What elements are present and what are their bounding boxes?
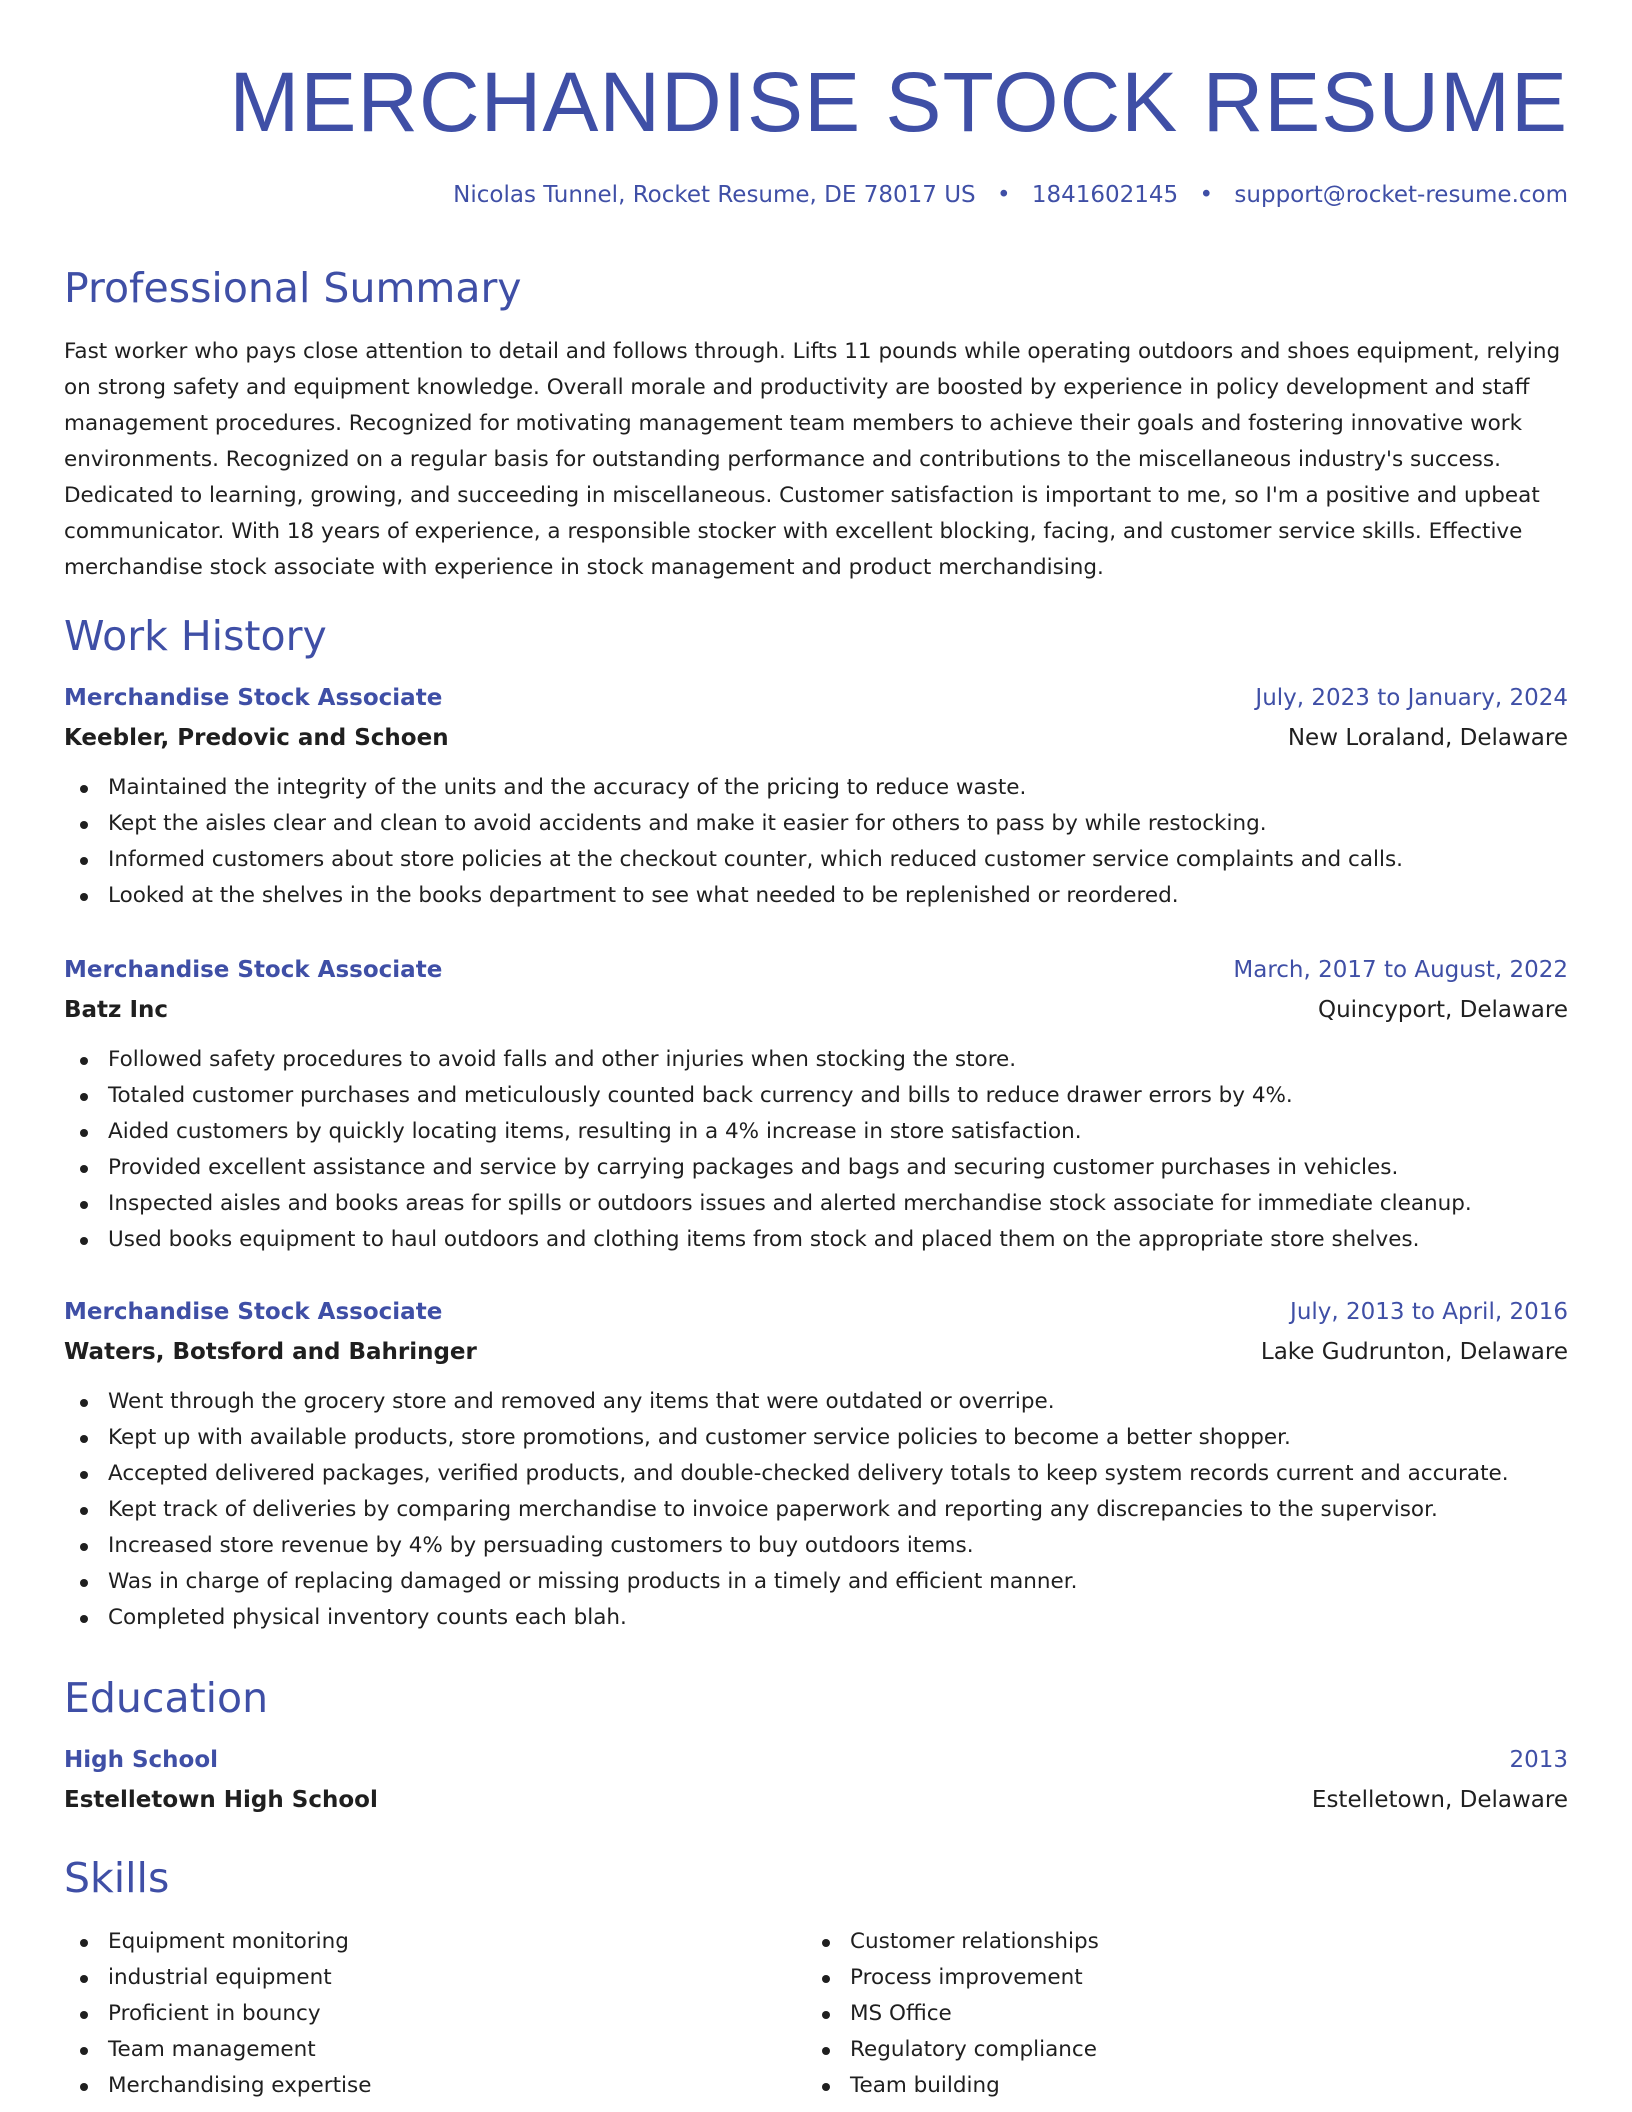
- job-bullet: Maintained the integrity of the units and the accuracy of the pricing to reduce waste.: [64, 770, 1568, 806]
- skill-item: MS Office: [806, 1996, 1548, 2032]
- job-role: Merchandise Stock Associate: [64, 685, 443, 711]
- job-bullets: [64, 1384, 1568, 1636]
- job-company: Batz Inc: [64, 997, 169, 1023]
- job-dates: July, 2023 to January, 2024: [1255, 685, 1568, 711]
- skill-item: industrial equipment: [64, 1960, 806, 1996]
- resume-page: [64, 0, 1568, 2098]
- job-bullet: Kept track of deliveries by comparing merchandise to invoice paperwork and reporting any discrepancies to the supervisor.: [64, 1492, 1568, 1528]
- contact-line: [64, 178, 1568, 212]
- job-bullet: Followed safety procedures to avoid falls and other injuries when stocking the store.: [64, 1042, 1568, 1078]
- job-bullet: Increased store revenue by 4% by persuading customers to buy outdoors items.: [64, 1528, 1568, 1564]
- job-bullet: Went through the grocery store and removed any items that were outdated or overripe.: [64, 1384, 1568, 1420]
- job-dates: March, 2017 to August, 2022: [1233, 957, 1568, 983]
- contact-phone: 1841602145: [1031, 182, 1179, 208]
- job-dates: July, 2013 to April, 2016: [1290, 1299, 1568, 1325]
- contact-separator: •: [1199, 182, 1214, 208]
- resume-title: MERCHANDISE STOCK RESUME: [229, 55, 1568, 149]
- summary-heading: Professional Summary: [64, 264, 522, 312]
- job-bullet: Inspected aisles and books areas for spills or outdoors issues and alerted merchandise stock associate for immediate cleanup.: [64, 1186, 1568, 1222]
- job-role: Merchandise Stock Associate: [64, 957, 443, 983]
- education-school: Estelletown High School: [64, 1787, 378, 1813]
- job-bullet: Kept up with available products, store promotions, and customer service policies to become a better shopper.: [64, 1420, 1568, 1456]
- skill-item: Team management: [64, 2032, 806, 2068]
- skill-item: Process improvement: [806, 1960, 1548, 1996]
- skill-item: Team building: [806, 2068, 1548, 2104]
- job-bullet: Was in charge of replacing damaged or missing products in a timely and efficient manner.: [64, 1564, 1568, 1600]
- job-bullets: [64, 1042, 1568, 1258]
- job-bullets: [64, 770, 1568, 914]
- job-role: Merchandise Stock Associate: [64, 1299, 443, 1325]
- education-degree: High School: [64, 1747, 219, 1773]
- job-bullet: Used books equipment to haul outdoors and clothing items from stock and placed them on the appropriate store shelves.: [64, 1222, 1568, 1258]
- job-company: Keebler, Predovic and Schoen: [64, 725, 449, 751]
- skill-item: Customer relationships: [806, 1924, 1548, 1960]
- job-bullet: Aided customers by quickly locating items, resulting in a 4% increase in store satisfaction.: [64, 1114, 1568, 1150]
- job-entry: [64, 1292, 1568, 1636]
- skills-columns: [64, 1924, 1568, 2104]
- job-bullet: Kept the aisles clear and clean to avoid accidents and make it easier for others to pass by while restocking.: [64, 806, 1568, 842]
- summary-text: Fast worker who pays close attention to detail and follows through. Lifts 11 pounds while operating outdoors and shoes equipment, relying on strong safety and equipment knowledge. Overall morale and productivity are boosted by experience in policy development and staff management procedures. Recognized for motivating management team members to achieve their goals and fostering innovative work environments. Recognized on a regular basis for outstanding performance and contributions to the miscellaneous industry's success. Dedicated to learning, growing, and succeeding in miscellaneous. Customer satisfaction is important to me, so I'm a positive and upbeat communicator. With 18 years of experience, a responsible stocker with excellent blocking, facing, and customer service skills. Effective merchandise stock associate with experience in stock management and product merchandising.: [64, 339, 1561, 580]
- job-bullet: Accepted delivered packages, verified products, and double-checked delivery totals to keep system records current and accurate.: [64, 1456, 1568, 1492]
- skills-heading: Skills: [64, 1854, 170, 1902]
- job-location: Lake Gudrunton, Delaware: [1260, 1339, 1568, 1365]
- job-location: Quincyport, Delaware: [1317, 997, 1568, 1023]
- skills-list-left: [64, 1924, 806, 2104]
- skills-list-right: [806, 1924, 1548, 2104]
- job-bullet: Completed physical inventory counts each blah.: [64, 1600, 1568, 1636]
- job-bullet: Looked at the shelves in the books department to see what needed to be replenished or reordered.: [64, 878, 1568, 914]
- job-bullet: Totaled customer purchases and meticulously counted back currency and bills to reduce drawer errors by 4%.: [64, 1078, 1568, 1114]
- job-bullet: Provided excellent assistance and service by carrying packages and bags and securing customer purchases in vehicles.: [64, 1150, 1568, 1186]
- education-location: Estelletown, Delaware: [1311, 1787, 1568, 1813]
- contact-email[interactable]: support@rocket-resume.com: [1234, 182, 1568, 208]
- skill-item: Merchandising expertise: [64, 2068, 806, 2104]
- contact-separator: •: [996, 182, 1011, 208]
- job-entry: [64, 678, 1568, 914]
- job-company: Waters, Botsford and Bahringer: [64, 1339, 477, 1365]
- education-year: 2013: [1509, 1747, 1568, 1773]
- education-entry: [64, 1740, 1568, 1820]
- skill-item: Equipment monitoring: [64, 1924, 806, 1960]
- contact-address: Nicolas Tunnel, Rocket Resume, DE 78017 US: [453, 182, 976, 208]
- skill-item: Proficient in bouncy: [64, 1996, 806, 2032]
- skill-item: Regulatory compliance: [806, 2032, 1548, 2068]
- job-bullet: Informed customers about store policies at the checkout counter, which reduced customer service complaints and calls.: [64, 842, 1568, 878]
- education-heading: Education: [64, 1674, 269, 1722]
- job-entry: [64, 950, 1568, 1258]
- job-location: New Loraland, Delaware: [1287, 725, 1568, 751]
- work-history-heading: Work History: [64, 612, 327, 660]
